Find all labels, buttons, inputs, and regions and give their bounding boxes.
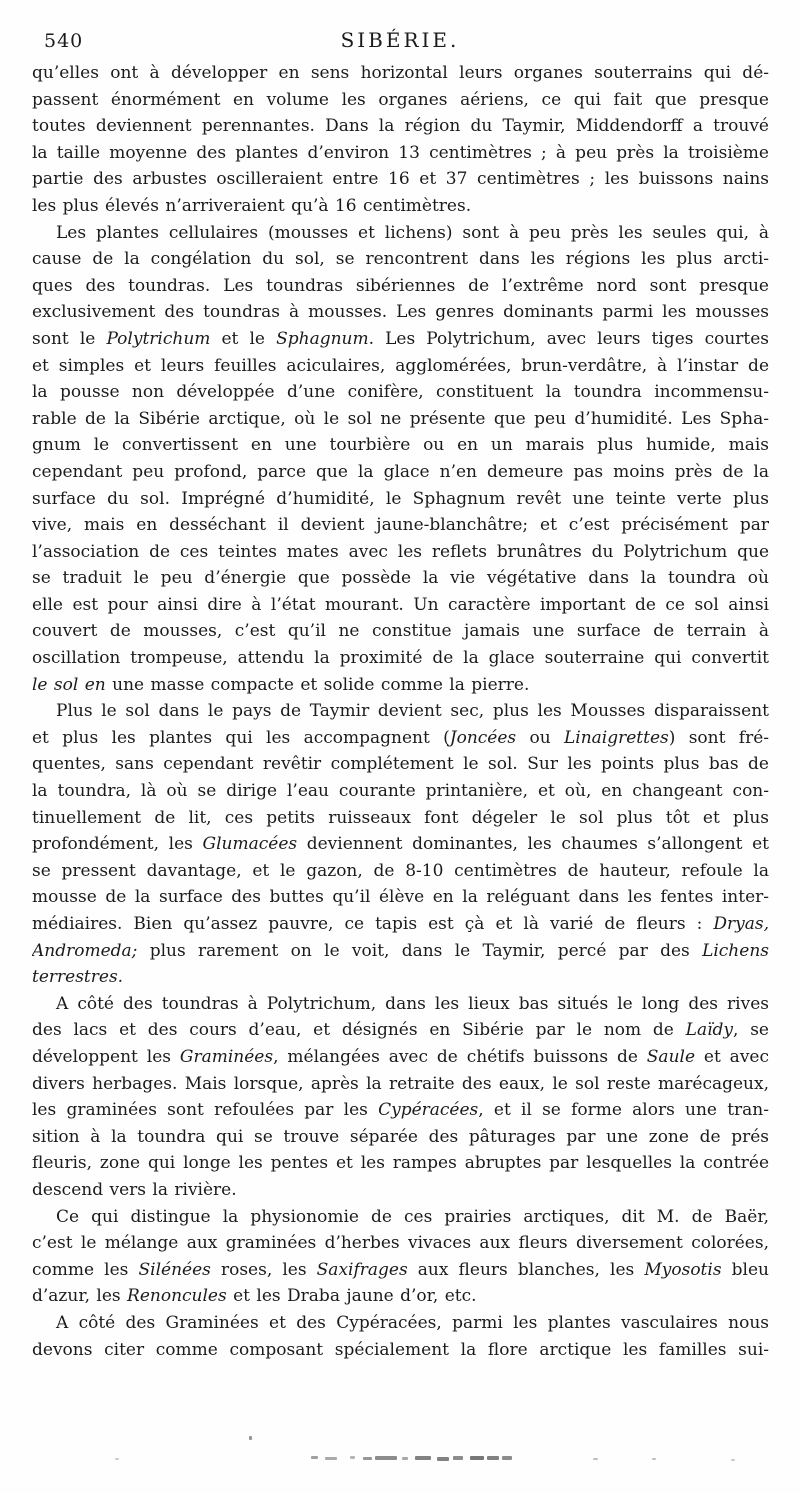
text-run: sont le [32,328,107,349]
page-body [32,60,769,1363]
text-run: se traduit le peu d’énergie que possède la vie végétative dans la toundra où [32,568,769,589]
text-run: Les plantes cellulaires (mousses et lichens) sont à peu près les seules qui, à [56,222,769,243]
text-line [32,1017,769,1044]
text-run: ) sont fré- [668,727,769,748]
scan-artifact [502,1456,512,1460]
text-line [32,1230,769,1257]
text-run: surface du sol. Imprégné d’humidité, le Sphagnum revêt une teinte verte plus [32,488,769,509]
scan-artifact [593,1458,598,1460]
text-line [32,938,769,965]
italic-text-run: terrestres. [32,967,124,988]
text-run: oscillation trompeuse, attendu la proximité de la glace souterraine qui convertit [32,648,769,669]
text-run: qu’elles ont à développer en sens horizontal leurs organes souterrains qui dé- [32,63,769,83]
text-run: divers herbages. Mais lorsque, après la retraite des eaux, le sol reste marécageux, [32,1073,769,1094]
italic-text-run: Glumacées [202,834,298,855]
italic-text-run: Renoncules [127,1286,227,1307]
text-line [32,512,769,539]
scan-artifact [350,1456,355,1459]
scan-artifact [115,1458,119,1460]
text-run: exclusivement des toundras à mousses. Les genres dominants parmi les mousses [32,302,769,323]
text-line [32,751,769,778]
italic-text-run: Saule [646,1046,696,1067]
text-run: médiaires. Bien qu’assez pauvre, ce tapis est çà et là varié de fleurs : [32,914,714,934]
scan-artifact [363,1457,372,1460]
text-run: des lacs et des cours d’eau, et désignés en Sibérie par le nom de [32,1020,686,1041]
text-line [32,193,769,220]
text-run: aux fleurs blanches, les [407,1259,645,1280]
italic-text-run: Myosotis [644,1259,722,1280]
italic-text-run: le sol en [32,674,106,695]
page-header [0,28,800,58]
italic-text-run: Joncées [449,727,517,748]
text-run: et avec [695,1046,769,1067]
text-line [32,1071,769,1098]
italic-text-run: Saxifrages [316,1259,408,1280]
text-run: descend vers la rivière. [32,1179,237,1200]
text-line [32,1204,769,1231]
italic-text-run: Polytrichum [106,328,211,349]
text-run: gnum le convertissent en une tourbière ou en un marais plus humide, mais [32,435,769,456]
text-run: et simples et leurs feuilles aciculaires, agglomérées, brun-verdâtre, à l’instar de [32,355,769,376]
italic-text-run: Andromeda; [32,940,138,961]
text-run: la pousse non développée d’une conifère, constituent la toundra incommensu- [32,382,769,403]
text-run: la toundra, là où se dirige l’eau courante printanière, et où, en changeant con- [32,781,769,802]
text-line [32,459,769,486]
text-line [32,140,769,167]
text-line [32,1310,769,1337]
text-run: les plus élevés n’arriveraient qu’à 16 centimètres. [32,195,472,216]
text-run: bleu [721,1259,769,1280]
text-run: quentes, sans cependant revêtir complétement le sol. Sur les points plus bas de [32,754,769,775]
scan-artifact [402,1457,408,1460]
text-line [32,486,769,513]
text-line [32,326,769,353]
text-line [32,1124,769,1151]
text-line [32,406,769,433]
text-run: roses, les [210,1259,317,1280]
text-line [32,220,769,247]
text-run: Plus le sol dans le pays de Taymir devient sec, plus les Mousses disparaissent [56,701,769,722]
text-line [32,379,769,406]
text-run: l’association de ces teintes mates avec les reflets brunâtres du Polytrichum que [32,541,769,562]
text-line [32,565,769,592]
text-run: . Les Polytrichum, avec leurs tiges courtes [368,328,769,349]
text-line [32,432,769,459]
italic-text-run: Silénées [138,1259,211,1280]
text-line [32,113,769,140]
italic-text-run: Lichens [702,940,769,961]
text-line [32,698,769,725]
text-run: comme les [32,1259,139,1280]
italic-text-run: Sphagnum [276,328,369,349]
text-run: la taille moyenne des plantes d’environ 13 centimètres ; à peu près la troisième [32,142,769,163]
text-line [32,1283,769,1310]
text-run: mousse de la surface des buttes qu’il élève en la reléguant dans les fentes inter- [32,887,769,908]
text-line [32,166,769,193]
text-line [32,273,769,300]
text-run: devons citer comme composant spécialement la flore arctique les familles sui- [32,1339,769,1360]
scan-artifact [470,1456,484,1460]
text-run: et plus les plantes qui les accompagnent ( [32,727,450,748]
text-run: cause de la congélation du sol, se rencontrent dans les régions les plus arcti- [32,249,769,270]
text-line [32,87,769,114]
text-line [32,911,769,938]
text-line [32,1337,769,1364]
text-run: vive, mais en desséchant il devient jaune-blanchâtre; et c’est précisément par [32,515,769,536]
text-run: et le [210,328,277,349]
text-run: se pressent davantage, et le gazon, de 8-10 centimètres de hauteur, refoule la [32,860,769,881]
text-run: A côté des toundras à Polytrichum, dans les lieux bas situés le long des rives [56,993,769,1014]
text-run: une masse compacte et solide comme la pierre. [105,674,530,695]
text-line [32,884,769,911]
text-line [32,1044,769,1071]
running-title: SIBÉRIE. [340,28,460,52]
text-line [32,778,769,805]
text-run: plus rarement on le voit, dans le Taymir, percé par des [137,940,703,961]
text-line [32,539,769,566]
text-run: partie des arbustes oscilleraient entre 16 et 37 centimètres ; les buissons nains [32,169,769,190]
text-run: profondément, les [32,834,203,855]
text-run: , et il se forme alors une tran- [478,1100,769,1121]
text-line [32,805,769,832]
text-line [32,1177,769,1204]
page-number: 540 [44,30,84,52]
text-line [32,991,769,1018]
text-run: passent énormément en volume les organes aériens, ce qui fait que presque [32,89,769,110]
italic-text-run: Cypéracées [378,1100,479,1121]
text-run: deviennent dominantes, les chaumes s’allongent et [297,834,769,855]
scan-artifact [652,1458,656,1460]
text-run: développent les [32,1046,180,1067]
text-run: elle est pour ainsi dire à l’état mourant. Un caractère important de ce sol ainsi [32,594,769,615]
text-run: A côté des Graminées et des Cypéracées, parmi les plantes vasculaires nous [56,1312,769,1333]
text-line [32,299,769,326]
text-run: couvert de mousses, c’est qu’il ne constitue jamais une surface de terrain à [32,621,769,642]
text-run: cependant peu profond, parce que la glace n’en demeure pas moins près de la [32,461,769,482]
text-line [32,672,769,699]
text-run: rable de la Sibérie arctique, où le sol ne présente que peu d’humidité. Les Spha- [32,408,769,429]
scan-artifact [437,1457,449,1461]
text-line [32,725,769,752]
text-line [32,353,769,380]
text-line [32,618,769,645]
text-line [32,645,769,672]
text-line [32,831,769,858]
text-line [32,246,769,273]
text-run: tinuellement de lit, ces petits ruisseaux font dégeler le sol plus tôt et plus [32,807,769,828]
text-run: sition à la toundra qui se trouve séparée des pâturages par une zone de prés [32,1126,769,1147]
italic-text-run: Linaigrettes [563,727,669,748]
italic-text-run: Laïdy [685,1020,734,1041]
text-run: Ce qui distingue la physionomie de ces prairies arctiques, dit M. de Baër, [56,1206,769,1227]
text-run: , se [733,1020,769,1041]
scan-artifact [249,1436,252,1440]
scan-artifact [487,1456,499,1460]
text-line [32,1150,769,1177]
text-run: ques des toundras. Les toundras sibériennes de l’extrême nord sont presque [32,275,769,296]
text-line [32,60,769,87]
text-line [32,1257,769,1284]
text-line [32,858,769,885]
text-run: c’est le mélange aux graminées d’herbes vivaces aux fleurs diversement colorées, [32,1233,769,1254]
text-line [32,964,769,991]
scan-artifact [325,1457,337,1460]
text-run: les graminées sont refoulées par les [32,1100,379,1121]
text-run: et les Draba jaune d’or, etc. [226,1286,477,1307]
scan-artifact [415,1456,431,1460]
text-run: , mélangées avec de chétifs buissons de [273,1046,647,1067]
scan-artifact [311,1456,318,1459]
text-run: fleuris, zone qui longe les pentes et les rampes abruptes par lesquelles la contrée [32,1153,769,1174]
text-run: toutes deviennent perennantes. Dans la région du Taymir, Middendorff a trouvé [32,116,769,137]
text-line [32,1097,769,1124]
text-run: ou [516,727,564,748]
scan-artifact [731,1459,735,1461]
text-run: d’azur, les [32,1286,128,1307]
italic-text-run: Dryas, [713,914,769,934]
italic-text-run: Graminées [179,1046,274,1067]
scan-artifact [375,1456,397,1460]
text-line [32,592,769,619]
scan-artifact [453,1456,463,1460]
